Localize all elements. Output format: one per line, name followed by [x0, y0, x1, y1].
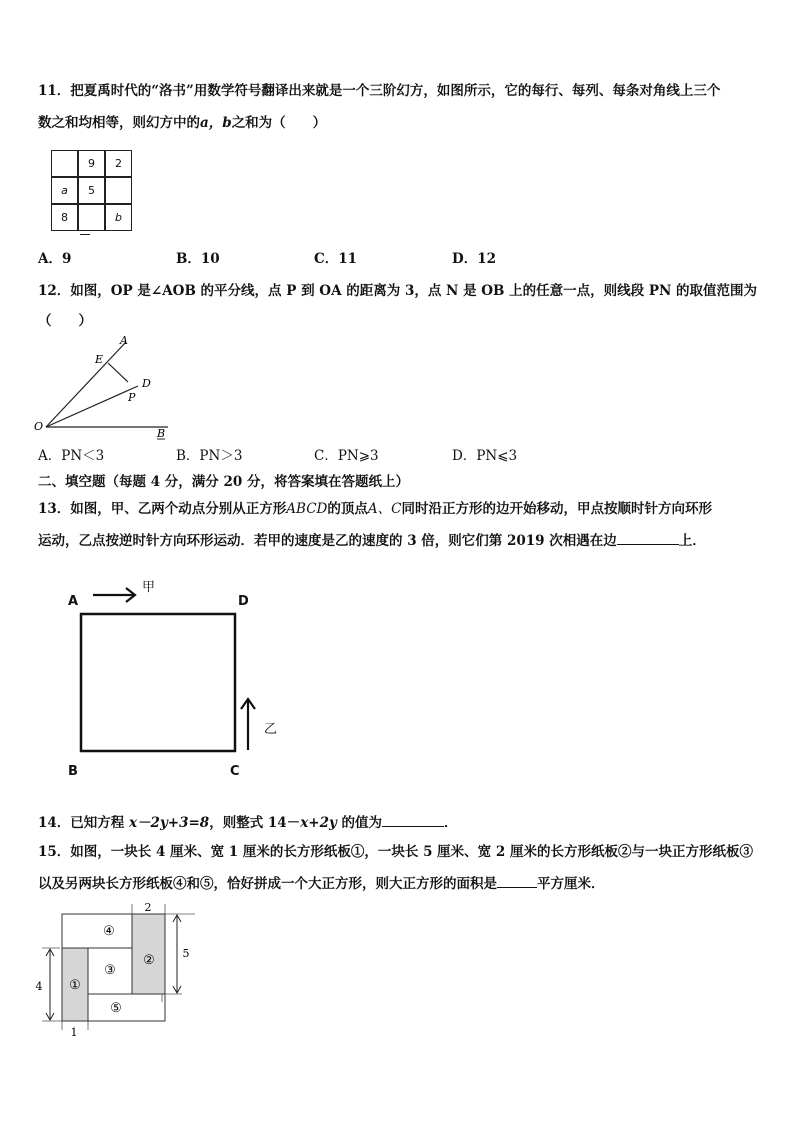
- q11-line2: [38, 114, 326, 132]
- q14-eq: x－2y+3=8: [129, 815, 210, 831]
- dim-label-1: 1: [70, 1026, 78, 1038]
- dim-label-4: 4: [35, 980, 43, 993]
- q13-l2end: 上．: [678, 533, 706, 549]
- square-label-b: B: [68, 764, 78, 779]
- angle-figure: [30, 330, 180, 442]
- q14-prefix: 14．已知方程: [38, 815, 129, 831]
- q11-option-a: A．9: [38, 251, 72, 267]
- q11-option-b: B．10: [176, 251, 220, 267]
- q15-l2b: 平方厘米．: [537, 876, 605, 892]
- q13-line2: [38, 530, 706, 550]
- q14-answer-blank[interactable]: [382, 812, 444, 827]
- label-piece-3: ③: [104, 963, 116, 978]
- piece-5: [88, 994, 165, 1021]
- q13-ac: A、C: [367, 501, 402, 517]
- magic-cell: 9: [78, 150, 105, 177]
- dim-label-5: 5: [182, 947, 190, 960]
- q14-line: [38, 812, 458, 832]
- square-label-c: C: [230, 764, 240, 779]
- segment-pe: [108, 363, 128, 382]
- label-yi: 乙: [264, 722, 278, 737]
- square-motion-figure: [60, 570, 290, 785]
- magic-cell: 5: [78, 177, 105, 204]
- magic-cell: b: [105, 204, 132, 231]
- q13-line1: [38, 500, 712, 518]
- dim-label-2: 2: [144, 901, 152, 914]
- q13-l1c: 同时沿正方形的边开始移动，甲点按顺时针方向环形: [401, 501, 712, 517]
- magic-cell: 8: [51, 204, 78, 231]
- ray-oa: [46, 342, 126, 427]
- q11-line1: 11．把夏禹时代的“洛书”用数学符号翻译出来就是一个三阶幻方，如图所示，它的每行、每列、每条对角线上三个: [38, 83, 721, 99]
- square-abcd: [81, 614, 235, 751]
- square-label-d: D: [238, 594, 249, 609]
- q13-l1b: 的顶点: [327, 501, 368, 517]
- q12-option-b: B．PN＞3: [176, 448, 243, 464]
- q15-line2: [38, 873, 605, 893]
- q14-mid: ，则整式 14－: [209, 815, 301, 831]
- q14-suffix-a: 的值为: [336, 815, 383, 831]
- label-piece-5: ⑤: [110, 1001, 122, 1016]
- q13-answer-blank[interactable]: [617, 530, 679, 545]
- q15-l2a: 以及另两块长方形纸板④和⑤，恰好拼成一个大正方形，则大正方形的面积是: [38, 876, 497, 892]
- q13-abcd: ABCD: [286, 501, 328, 517]
- label-o: O: [34, 420, 44, 433]
- q11-option-d: D．12: [452, 251, 496, 267]
- label-piece-2: ②: [143, 953, 155, 968]
- q12-line2: （ ）: [38, 313, 92, 329]
- q12-line1: 12．如图，OP 是∠AOB 的平分线，点 P 到 OA 的距离为 3，点 N 是 OB 上的任意一点，则线段 PN 的取值范围为: [38, 283, 758, 299]
- section-title: 二、填空题（每题 4 分，满分 20 分，将答案填在答题纸上）: [38, 474, 409, 490]
- q15-answer-blank[interactable]: [497, 873, 537, 888]
- ray-od: [46, 386, 138, 427]
- label-e: E: [95, 353, 104, 366]
- label-piece-4: ④: [103, 924, 115, 939]
- label-b: B: [157, 427, 166, 440]
- label-p: P: [128, 391, 136, 404]
- magic-cell: [78, 204, 105, 231]
- tiling-figure: [30, 898, 200, 1038]
- magic-cell: [105, 177, 132, 204]
- magic-cell: a: [51, 177, 78, 204]
- magic-cell: 2: [105, 150, 132, 177]
- q12-option-c: C．PN⩾3: [314, 448, 379, 464]
- q12-option-a: A．PN＜3: [38, 448, 105, 464]
- q11-vars: a，b: [200, 115, 232, 131]
- q12-option-d: D．PN⩽3: [452, 448, 518, 464]
- label-jia: 甲: [142, 580, 156, 595]
- label-a: A: [120, 334, 128, 347]
- magic-square: [51, 150, 132, 231]
- q11-option-c: C．11: [314, 251, 358, 267]
- q11-line2-end: 之和为（ ）: [231, 115, 327, 131]
- q14-expr: x+2y: [300, 815, 337, 831]
- magic-underline: [80, 234, 90, 235]
- q13-l2a: 运动，乙点按逆时针方向环形运动．若甲的速度是乙的速度的 3 倍，则它们第 2019 次相遇在边: [38, 533, 617, 549]
- q15-line1: 15．如图，一块长 4 厘米、宽 1 厘米的长方形纸板①，一块长 5 厘米、宽 2 厘米的长方形纸板②与一块正方形纸板③: [38, 844, 753, 860]
- label-piece-1: ①: [69, 978, 81, 993]
- q11-line2-text: 数之和均相等，则幻方中的: [38, 115, 200, 131]
- q14-suffix-b: ．: [444, 815, 458, 831]
- piece-4: [62, 914, 132, 948]
- label-d: D: [142, 377, 151, 390]
- q13-l1a: 13．如图，甲、乙两个动点分别从正方形: [38, 501, 287, 517]
- square-label-a: A: [68, 594, 79, 609]
- magic-cell: [51, 150, 78, 177]
